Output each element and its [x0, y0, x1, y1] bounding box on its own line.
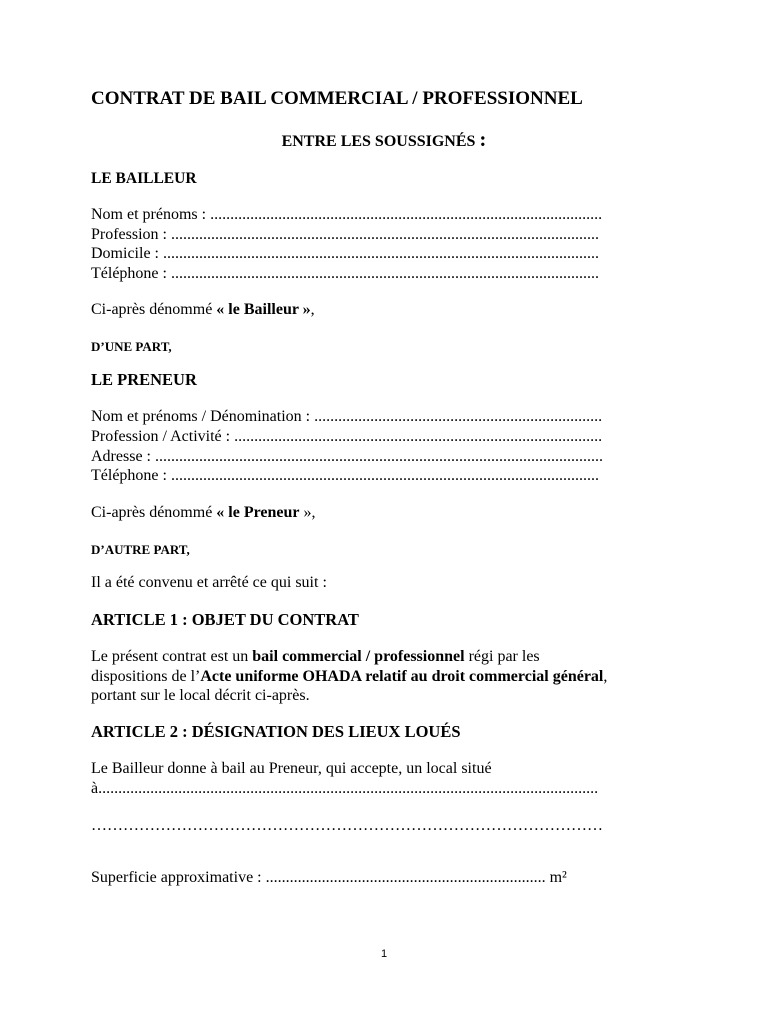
article1-line3: portant sur le local décrit ci-après.: [91, 687, 310, 704]
preneur-field-adresse: Adresse : ................................................................................................................: [91, 448, 603, 465]
bailleur-designation-name: « le Bailleur »: [216, 301, 311, 318]
article2-line2: à.............................................................................................................................: [91, 780, 599, 797]
parties-subtitle-colon: :: [479, 127, 487, 151]
article1-line2-a: dispositions de l’: [91, 668, 201, 685]
bailleur-designation-prefix: Ci-après dénommé: [91, 301, 217, 318]
preneur-part: D’AUTRE PART,: [91, 542, 190, 557]
article1-line2-c: ,: [603, 668, 608, 685]
article2-line1: Le Bailleur donne à bail au Preneur, qui accepte, un local situé: [91, 760, 492, 777]
bailleur-designation: [91, 300, 315, 319]
bailleur-field-profession: Profession : ...........................................................................................................: [91, 226, 599, 243]
preneur-designation-suffix: »,: [299, 504, 316, 521]
article1-line1-c: régi par les: [464, 648, 540, 665]
page-number: 1: [380, 948, 388, 960]
parties-subtitle-text: ENTRE LES SOUSSIGNÉS: [281, 133, 476, 150]
bailleur-part: D’UNE PART,: [91, 339, 172, 354]
article1-heading: ARTICLE 1 : OBJET DU CONTRAT: [91, 610, 359, 629]
bailleur-field-telephone: Téléphone : ...........................................................................................................: [91, 265, 599, 282]
preneur-heading: LE PRENEUR: [91, 370, 197, 389]
article2-heading: ARTICLE 2 : DÉSIGNATION DES LIEUX LOUÉS: [91, 722, 461, 741]
document-title: CONTRAT DE BAIL COMMERCIAL / PROFESSIONNEL: [91, 88, 583, 109]
preneur-field-profession: Profession / Activité : ............................................................................................: [91, 428, 603, 445]
article1-line2: [91, 667, 607, 686]
article2-surface: Superficie approximative : ...................................................................... m²: [91, 869, 567, 886]
bailleur-heading: LE BAILLEUR: [91, 170, 197, 187]
bailleur-designation-suffix: ,: [310, 301, 315, 318]
article2-line3: ……………………………………………………………………………………: [91, 817, 603, 834]
preneur-designation-prefix: Ci-après dénommé: [91, 504, 217, 521]
article1-line1-b: bail commercial / professionnel: [252, 648, 465, 665]
article1-line1: [91, 647, 540, 666]
article1-line2-b: Acte uniforme OHADA relatif au droit commercial général: [200, 668, 604, 685]
preneur-field-name: Nom et prénoms / Dénomination : ........................................................................: [91, 408, 603, 425]
preneur-designation-name: « le Preneur: [216, 504, 300, 521]
article1-line1-a: Le présent contrat est un: [91, 648, 253, 665]
agreement-text: Il a été convenu et arrêté ce qui suit :: [91, 574, 327, 591]
bailleur-field-name: Nom et prénoms : ..................................................................................................: [91, 206, 603, 223]
bailleur-field-domicile: Domicile : .............................................................................................................: [91, 245, 599, 262]
preneur-designation: [91, 503, 316, 522]
preneur-field-telephone: Téléphone : ...........................................................................................................: [91, 467, 599, 484]
parties-subtitle: [0, 127, 768, 151]
